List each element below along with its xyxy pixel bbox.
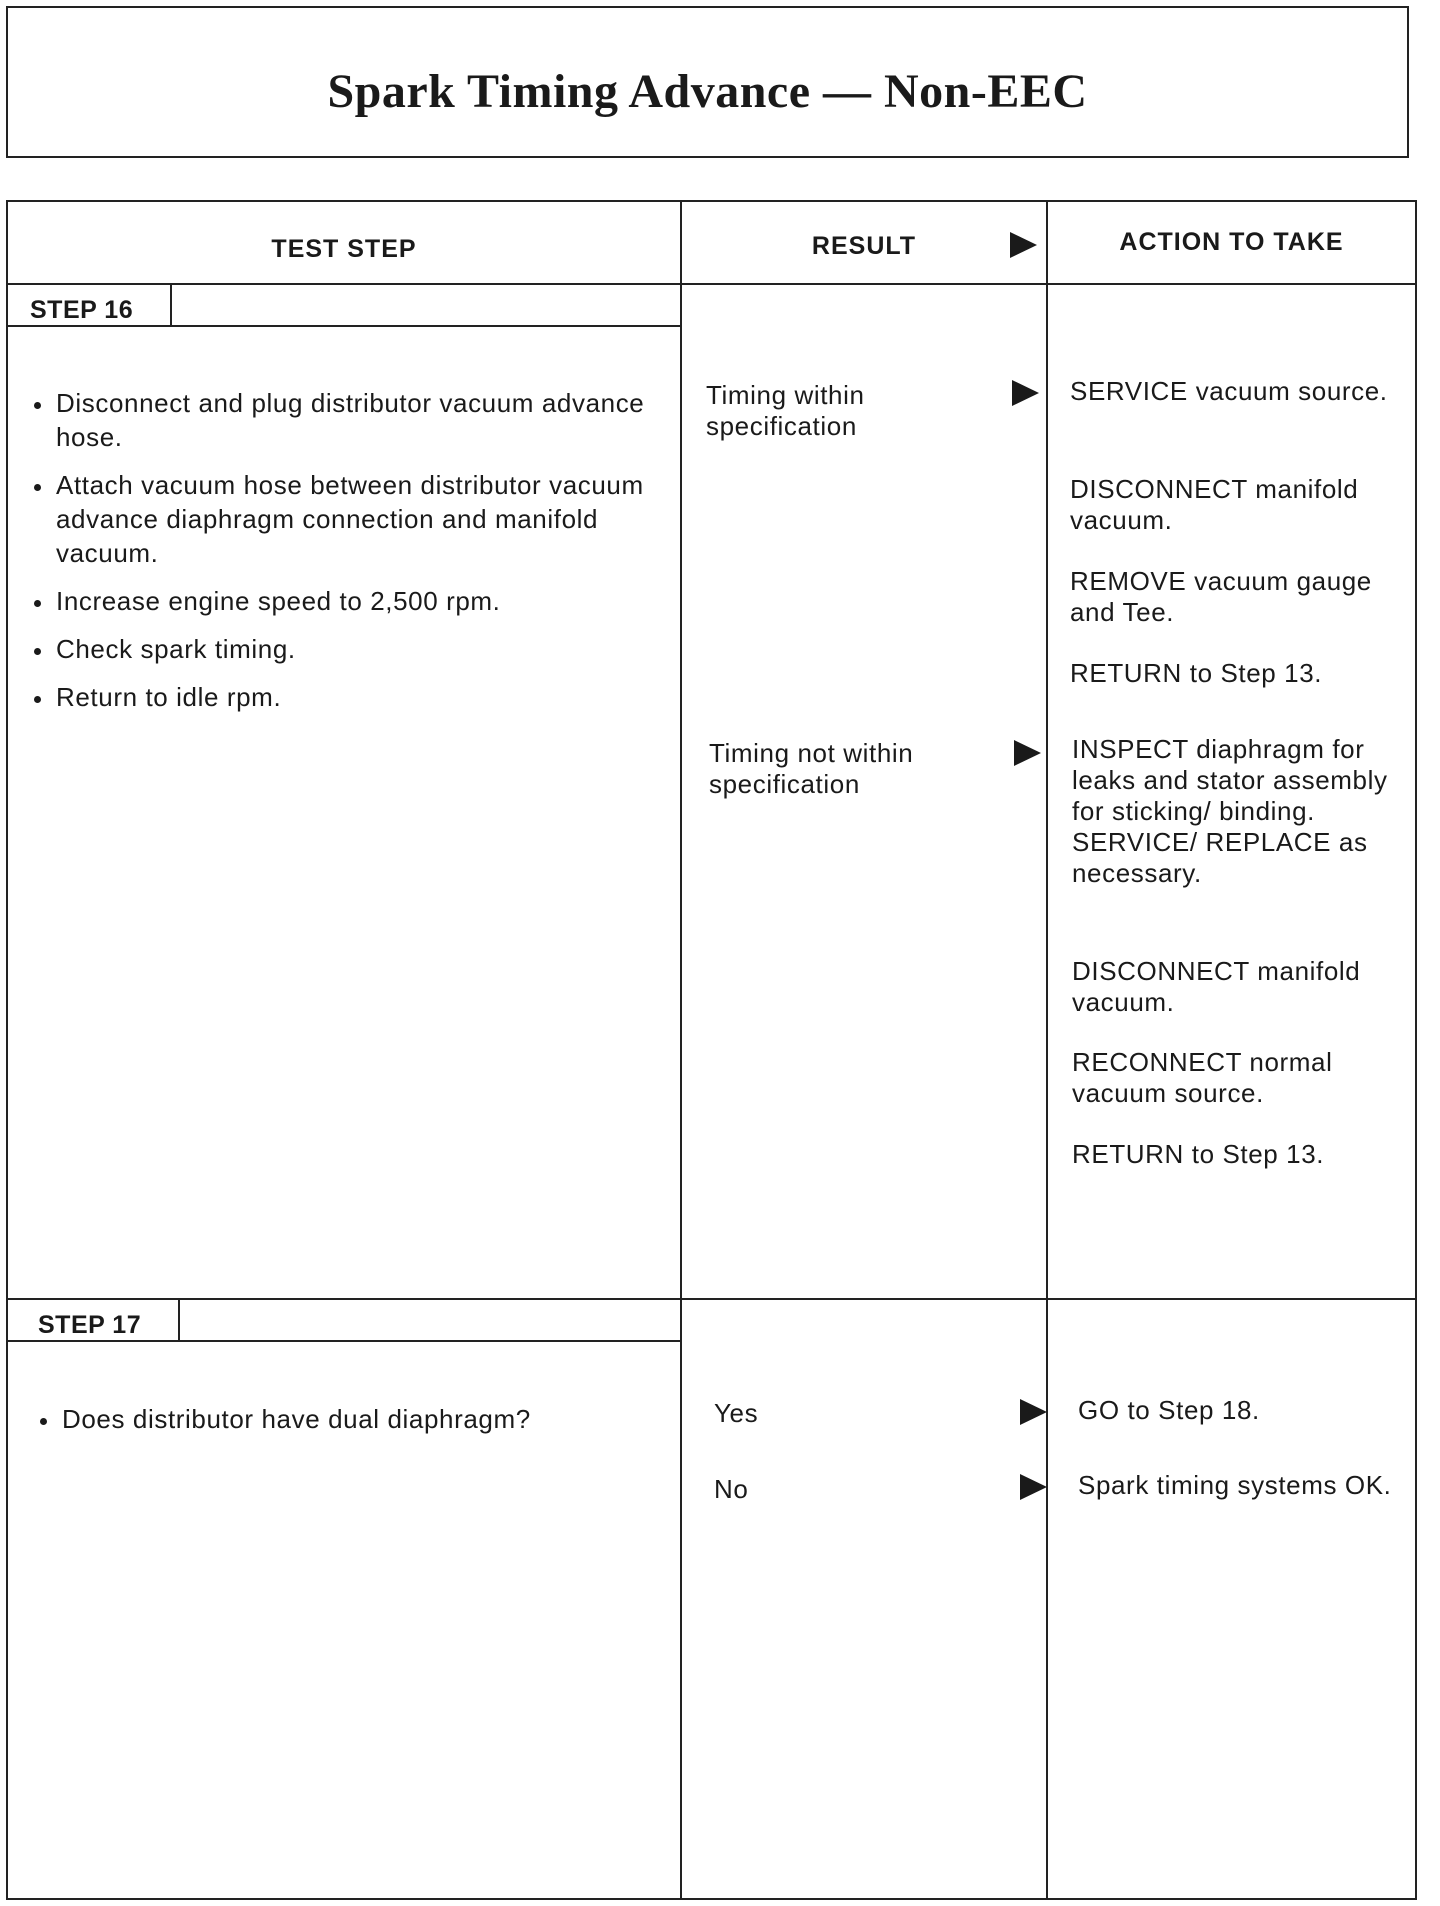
result-yes: Yes — [714, 1398, 759, 1428]
action-disconnect-manifold: DISCONNECT manifold vacuum. — [1070, 474, 1359, 535]
action-service-vacuum: SERVICE vacuum source. — [1070, 376, 1388, 406]
action-return-step-13: RETURN to Step 13. — [1072, 1139, 1325, 1169]
action-timing-ok: Spark timing systems OK. — [1078, 1470, 1392, 1500]
action-reconnect-vacuum: RECONNECT normal vacuum source. — [1072, 1047, 1333, 1108]
result-timing-within: Timing within specification — [706, 380, 865, 441]
step-16-label-divider — [170, 285, 172, 327]
header-action: ACTION TO TAKE — [1119, 228, 1344, 256]
result-arrow-icon — [1020, 1474, 1047, 1500]
list-item: Attach vacuum hose between distributor vacuum advance diaphragm connection and manifold vacuum. — [34, 468, 654, 570]
step-16-label: STEP 16 — [30, 296, 134, 324]
step-17-label-divider — [178, 1300, 180, 1342]
list-item: Disconnect and plug distributor vacuum advance hose. — [34, 386, 654, 454]
step-17-instructions — [40, 1402, 660, 1450]
header-result: RESULT — [811, 232, 917, 260]
list-item: Does distributor have dual diaphragm? — [40, 1402, 660, 1436]
list-item: Increase engine speed to 2,500 rpm. — [34, 584, 654, 618]
header-arrow-icon — [1010, 232, 1037, 258]
header-divider — [8, 283, 1415, 285]
result-arrow-icon — [1020, 1399, 1047, 1425]
result-timing-not-within: Timing not within specification — [709, 738, 914, 799]
list-item: Return to idle rpm. — [34, 680, 654, 714]
step-16-instructions — [34, 386, 654, 728]
step-16-label-underline — [8, 325, 680, 327]
result-no: No — [714, 1474, 749, 1504]
column-divider-result-action — [1046, 202, 1048, 1898]
result-arrow-icon — [1014, 740, 1041, 766]
step-17-label-underline — [8, 1340, 680, 1342]
action-inspect-diaphragm: INSPECT diaphragm for leaks and stator assembly for sticking/ binding. SERVICE/ REPLACE as necessary. — [1072, 734, 1388, 888]
action-return-step-13: RETURN to Step 13. — [1070, 658, 1323, 688]
action-go-step-18: GO to Step 18. — [1078, 1395, 1260, 1425]
action-remove-gauge: REMOVE vacuum gauge and Tee. — [1070, 566, 1372, 627]
page-title: Spark Timing Advance — Non-EEC — [327, 65, 1088, 118]
column-divider-test-result — [680, 202, 682, 1898]
result-arrow-icon — [1012, 380, 1039, 406]
step-divider — [8, 1298, 1415, 1300]
header-test-step: TEST STEP — [271, 235, 417, 263]
step-17-label: STEP 17 — [38, 1311, 142, 1339]
action-disconnect-manifold: DISCONNECT manifold vacuum. — [1072, 956, 1361, 1017]
title-box — [6, 6, 1409, 158]
list-item: Check spark timing. — [34, 632, 654, 666]
